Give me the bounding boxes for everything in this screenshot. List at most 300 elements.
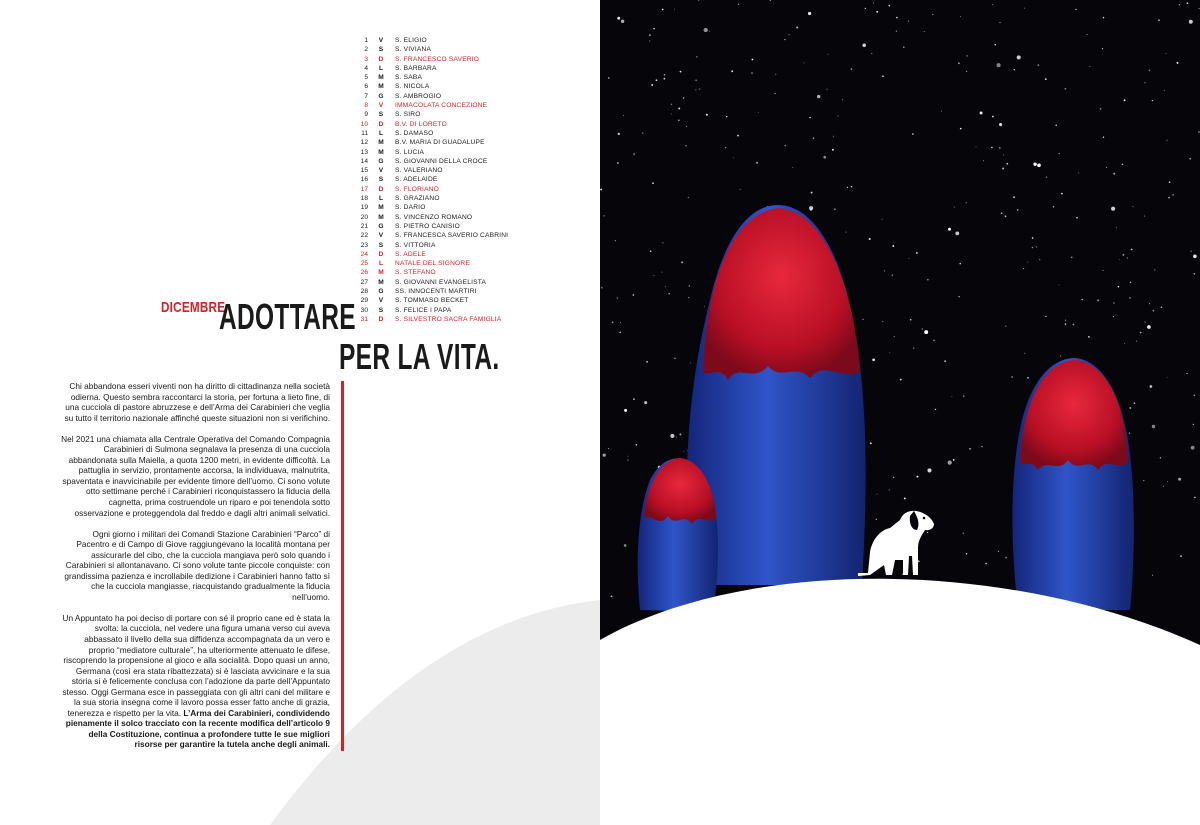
calendar-day-number: 19 [360, 204, 368, 212]
star [651, 84, 653, 86]
star [1191, 251, 1192, 252]
star [1001, 212, 1002, 213]
star [1194, 497, 1196, 499]
calendar-saint: B.V. MARIA DI GUADALUPE [395, 139, 485, 147]
star [913, 347, 914, 348]
star [664, 74, 666, 76]
calendar-day-number: 14 [360, 157, 368, 165]
star [1191, 446, 1195, 450]
star [1073, 324, 1075, 326]
calendar-weekday: S [378, 241, 384, 249]
star [646, 361, 648, 363]
star [785, 145, 786, 146]
star [695, 79, 697, 81]
star [1193, 394, 1195, 396]
star [1189, 20, 1193, 24]
calendar-saint: S. STEFANO [395, 269, 436, 277]
calendar-row [352, 166, 552, 175]
star [665, 286, 666, 287]
calendar-day-number: 10 [360, 120, 368, 128]
star [948, 228, 951, 231]
calendar-row [352, 213, 552, 222]
star [608, 77, 609, 78]
star [1161, 306, 1163, 308]
calendar-row [352, 55, 552, 64]
calendar-day-number: 11 [361, 129, 368, 137]
star [1199, 8, 1200, 9]
calendar-row [352, 250, 552, 259]
star [612, 321, 614, 323]
calendar-row [352, 231, 552, 240]
star [904, 497, 906, 499]
december-calendar [352, 36, 552, 324]
star [624, 544, 627, 547]
star [706, 114, 708, 116]
calendar-day-number: 24 [360, 250, 368, 258]
star [680, 71, 682, 73]
calendar-row [352, 138, 552, 147]
star [1113, 302, 1114, 303]
star [683, 97, 684, 98]
star [1071, 256, 1073, 258]
star [662, 9, 664, 11]
right-page-illustration [600, 0, 1200, 825]
star [851, 68, 853, 70]
star [809, 117, 810, 118]
tree-small-left [638, 458, 718, 612]
calendar-saint: S. TOMMASO BECKET [395, 297, 469, 305]
star [1058, 284, 1059, 285]
star [870, 442, 872, 444]
star [1144, 82, 1145, 83]
star [618, 133, 620, 135]
paragraph-4 [60, 613, 330, 750]
calendar-day-number: 26 [360, 269, 368, 277]
star [1158, 19, 1160, 21]
calendar-weekday: G [378, 92, 384, 100]
star [621, 20, 624, 23]
star [903, 46, 905, 48]
calendar-weekday: D [378, 250, 384, 258]
star [1164, 90, 1165, 91]
calendar-row [352, 45, 552, 54]
calendar-row [352, 287, 552, 296]
star [1127, 258, 1128, 259]
star [1129, 432, 1130, 433]
calendar-saint: S. FELICE I PAPA [395, 306, 452, 314]
calendar-saint: B.V. DI LORETO [395, 120, 447, 128]
calendar-weekday: G [378, 222, 384, 230]
star [1198, 131, 1199, 132]
star [1017, 209, 1019, 211]
star [649, 34, 651, 36]
star [636, 444, 637, 445]
star [884, 270, 885, 271]
star [1111, 207, 1115, 211]
star [1023, 268, 1024, 269]
star [983, 160, 984, 161]
star [889, 352, 890, 353]
star [751, 72, 752, 73]
star [1065, 320, 1066, 321]
star [862, 319, 863, 320]
calendar-weekday: D [378, 55, 384, 63]
star [600, 189, 602, 191]
calendar-weekday: M [378, 83, 384, 91]
star [624, 409, 627, 412]
star [696, 56, 697, 57]
star [1060, 355, 1061, 356]
star [1024, 353, 1025, 354]
star [1005, 557, 1007, 559]
star [992, 4, 993, 5]
star [908, 21, 909, 22]
calendar-weekday: L [378, 129, 384, 137]
star [851, 186, 852, 187]
calendar-saint: S. VIVIANA [395, 46, 432, 54]
star [752, 59, 754, 61]
star [1039, 259, 1040, 260]
calendar-weekday: V [378, 167, 384, 175]
star [999, 22, 1000, 23]
calendar-weekday: D [378, 120, 384, 128]
star [1076, 217, 1078, 219]
star [642, 132, 643, 133]
star [892, 245, 894, 247]
star [1082, 299, 1083, 300]
star [652, 182, 654, 184]
star [862, 44, 866, 48]
star [683, 451, 684, 452]
star [980, 112, 983, 115]
star [813, 137, 815, 139]
star [617, 17, 620, 20]
night-scene [600, 0, 1200, 825]
star [656, 79, 658, 81]
paragraph-1: Chi abbandona esseri viventi non ha diritto di cittadinanza nella società odierna. Questo sembra raccontarci la storia, per fortuna a lieto fine, di una cucciola di pastore abruzzese e dell’Arma dei Carabinieri che veglia su tutto il territorio nazionale affinché queste situazioni non si verifichino. [64, 381, 330, 423]
star [608, 448, 609, 449]
paragraph-2: Nel 2021 una chiamata alla Centrale Operativa del Comando Compagnia Carabinieri di Sulmona segnalava la presenza di una cucciola abbandonata sulla Maiella, a quota 1200 metri, in evidente difficoltà. La pattuglia in servizio, prontamente accorsa, la individuava, malnutrita, spaventata e inavvicinabile per evidente timore dell’uomo. Ci sono volute otto settimane perché i Carabinieri riconquistassero la fiducia della cagnetta, prima costruendole un riparo e poi tenendola sotto osservazione e proteggendola dal freddo e dagli altri animali selvatici. [61, 433, 330, 518]
star [960, 16, 961, 17]
star [981, 446, 983, 448]
calendar-saint: S. SIRO [395, 111, 421, 119]
star [1088, 336, 1090, 338]
calendar-weekday: M [378, 139, 384, 147]
calendar-weekday: M [378, 74, 384, 82]
calendar-day-number: 28 [360, 288, 368, 296]
calendar-day-number: 16 [360, 176, 368, 184]
star [679, 433, 681, 435]
star [1065, 88, 1067, 90]
star [1011, 376, 1012, 377]
star [784, 39, 785, 40]
star [653, 275, 654, 276]
star [809, 206, 813, 210]
star [796, 27, 798, 29]
star [1075, 9, 1076, 10]
star [811, 192, 813, 194]
star [916, 252, 918, 254]
star [1089, 66, 1090, 67]
star [933, 340, 934, 341]
star [1113, 316, 1114, 317]
calendar-row [352, 278, 552, 287]
star [872, 358, 875, 361]
star [1131, 249, 1133, 251]
calendar-day-number: 12 [360, 139, 368, 147]
star [1177, 62, 1179, 64]
calendar-row [352, 268, 552, 277]
calendar-weekday: S [378, 176, 384, 184]
star [1122, 164, 1123, 165]
star [699, 89, 700, 90]
star [1172, 194, 1173, 195]
calendar-day-number: 6 [364, 83, 368, 91]
star [959, 263, 960, 264]
calendar-day-number: 23 [360, 241, 368, 249]
star [623, 115, 624, 116]
article-body [60, 381, 330, 761]
calendar-saint: S. VINCENZO ROMANO [395, 213, 473, 221]
paragraph-4-bold-statement: L’Arma dei Carabinieri, condividendo pienamente il solco tracciato con la recente modifica dell’articolo 9 della Costituzione, continua a profondere tutte le sue migliori risorse per garantire la tutela anche degli animali. [65, 707, 330, 750]
star [876, 519, 877, 520]
star [1189, 158, 1191, 160]
star [726, 116, 727, 117]
star [601, 287, 603, 289]
star [865, 8, 866, 9]
calendar-row [352, 92, 552, 101]
star [733, 157, 734, 158]
calendar-day-number: 21 [360, 222, 368, 230]
star [927, 279, 929, 281]
star [1032, 237, 1034, 239]
calendar-row [352, 241, 552, 250]
star [740, 189, 741, 190]
star [775, 93, 776, 94]
star [991, 147, 992, 148]
star [628, 456, 629, 457]
calendar-row [352, 175, 552, 184]
star [1150, 385, 1153, 388]
star [944, 360, 946, 362]
star [1103, 17, 1104, 18]
calendar-row [352, 222, 552, 231]
star [633, 294, 635, 296]
calendar-weekday: G [378, 157, 384, 165]
star [1006, 163, 1008, 165]
star [1106, 167, 1107, 168]
star [995, 44, 997, 46]
star [1045, 78, 1047, 80]
calendar-row [352, 82, 552, 91]
star [963, 395, 964, 396]
star [1013, 196, 1015, 198]
star [1168, 197, 1169, 198]
star [953, 459, 955, 461]
calendar-day-number: 13 [360, 148, 368, 156]
calendar-saint: S. PIETRO CANISIO [395, 222, 460, 230]
paragraph-3: Ogni giorno i militari dei Comandi Stazione Carabinieri “Parco” di Pacentro e di Campo di Giove raggiungevano la località montana per assicurarle del cibo, che la cucciola mangiava però solo quando i Carabinieri si allontanavano. Ci sono volute tante piccole conquiste: con grandissima pazienza e incrollabile dedizione i Carabinieri hanno fatto sì che la cucciola mangiasse, riacquistando gradualmente la fiducia nell’uomo. [64, 528, 330, 602]
star [1134, 402, 1136, 404]
star [817, 95, 820, 98]
star [738, 4, 739, 5]
star [1136, 341, 1137, 342]
calendar-day-number: 17 [360, 185, 368, 193]
star [649, 40, 650, 41]
star [963, 533, 964, 534]
star [671, 104, 672, 105]
star [1160, 457, 1161, 458]
star [922, 328, 923, 329]
calendar-saint: S. GIOVANNI DELLA CROCE [395, 157, 488, 165]
star [1046, 177, 1047, 178]
star [1152, 575, 1153, 576]
star [999, 147, 1001, 149]
star [688, 197, 689, 198]
star [788, 34, 789, 35]
star [661, 272, 662, 273]
calendar-row [352, 185, 552, 194]
calendar-saint: S. ADELAIDE [395, 176, 438, 184]
star [958, 62, 960, 64]
star [1152, 425, 1155, 428]
star [871, 53, 872, 54]
star [924, 31, 925, 32]
star [674, 358, 675, 359]
star [695, 89, 696, 90]
star [685, 145, 686, 146]
star [1152, 100, 1153, 101]
star [927, 532, 928, 533]
calendar-saint: S. VALERIANO [395, 167, 443, 175]
star [998, 551, 999, 552]
star [966, 55, 968, 57]
calendar-saint: S. NICOLA [395, 83, 430, 91]
star [704, 28, 708, 32]
star [615, 240, 616, 241]
calendar-saint: NATALE DEL SIGNORE [395, 260, 470, 268]
calendar-row [352, 73, 552, 82]
paragraph-4-text: Un Appuntato ha poi deciso di portare con sé il proprio cane ed è stata la svolta: la cucciola, nel vedere una figura umana verso cui aveva abbassato il livello della sua diffidenza accompagnata da un vero e proprio “mediatore culturale”, ha ulteriormente attenuato le difese, riscoprendo la propensione al gioco e alla socialità. Dopo quasi un anno, Germana (così era stata ribattezzata) si è lasciata avvicinare e la sua storia si è felicemente conclusa con l’adozione da parte dell’Appuntato stesso. Oggi Germana esce in passeggiata con gli altri cani del militare e la sua storia insegna come il lavoro possa esser fatto anche di grazia, tenerezza e rispetto per la vita. [62, 612, 330, 718]
star [969, 448, 970, 449]
star [960, 128, 962, 130]
calendar-day-number: 3 [364, 55, 368, 63]
star [1087, 34, 1088, 35]
star [1032, 247, 1033, 248]
star [1103, 270, 1104, 271]
calendar-day-number: 29 [360, 297, 368, 305]
calendar-weekday: M [378, 148, 384, 156]
calendar-weekday: M [378, 278, 384, 286]
calendar-weekday: G [378, 288, 384, 296]
star [1179, 4, 1180, 5]
calendar-row [352, 194, 552, 203]
star [633, 398, 635, 400]
star [1002, 168, 1004, 170]
star [966, 202, 967, 203]
calendar-saint: S. ELIGIO [395, 37, 427, 44]
star [1065, 323, 1066, 324]
star [826, 89, 827, 90]
star [1129, 407, 1131, 409]
star [678, 108, 680, 110]
calendar-saint: S. DARIO [395, 204, 426, 212]
star [676, 437, 677, 438]
star [910, 319, 912, 321]
star [1143, 480, 1144, 481]
star [1005, 215, 1007, 217]
star [1097, 299, 1099, 301]
star [1149, 70, 1151, 72]
calendar-day-number: 22 [360, 232, 368, 240]
star [653, 28, 655, 30]
star [1078, 173, 1079, 174]
calendar-row [352, 203, 552, 212]
star [1193, 424, 1194, 425]
star [1194, 273, 1196, 275]
calendar-row [352, 120, 552, 129]
star [985, 563, 987, 565]
calendar-weekday: S [378, 306, 384, 314]
star [1163, 486, 1164, 487]
calendar-day-number: 1 [364, 37, 368, 44]
calendar-row [352, 157, 552, 166]
star [1140, 332, 1142, 334]
star [1033, 163, 1036, 166]
star [876, 11, 878, 13]
star [808, 12, 811, 15]
star [1149, 303, 1150, 304]
star [650, 250, 652, 252]
star [873, 2, 874, 3]
calendar-saint: S. FRANCESCA SAVERIO CABRINI [395, 232, 509, 240]
calendar-day-number: 31 [360, 315, 368, 323]
star [704, 306, 705, 307]
star [1118, 286, 1119, 287]
star [690, 362, 691, 363]
calendar-row [352, 64, 552, 73]
star [662, 242, 663, 243]
star [1124, 343, 1125, 344]
star [1003, 154, 1004, 155]
star [686, 126, 687, 127]
star [1124, 99, 1126, 101]
star [1005, 326, 1006, 327]
star [847, 187, 848, 188]
calendar-day-number: 2 [364, 46, 368, 54]
calendar-saint: S. FRANCESCO SAVERIO [395, 55, 480, 63]
star [1027, 377, 1029, 379]
star [1059, 153, 1060, 154]
star [823, 156, 826, 159]
star [892, 274, 894, 276]
star [617, 162, 619, 164]
star [924, 330, 928, 334]
star [620, 322, 621, 323]
star [611, 596, 613, 598]
star [689, 285, 690, 286]
star [737, 135, 739, 137]
star [725, 147, 726, 148]
calendar-row [352, 36, 552, 45]
calendar-saint: IMMACOLATA CONCEZIONE [395, 102, 488, 110]
star [604, 215, 605, 216]
star [1037, 163, 1041, 167]
star [1129, 297, 1130, 298]
star [869, 238, 871, 240]
star [669, 293, 670, 294]
calendar-day-number: 5 [364, 74, 368, 82]
